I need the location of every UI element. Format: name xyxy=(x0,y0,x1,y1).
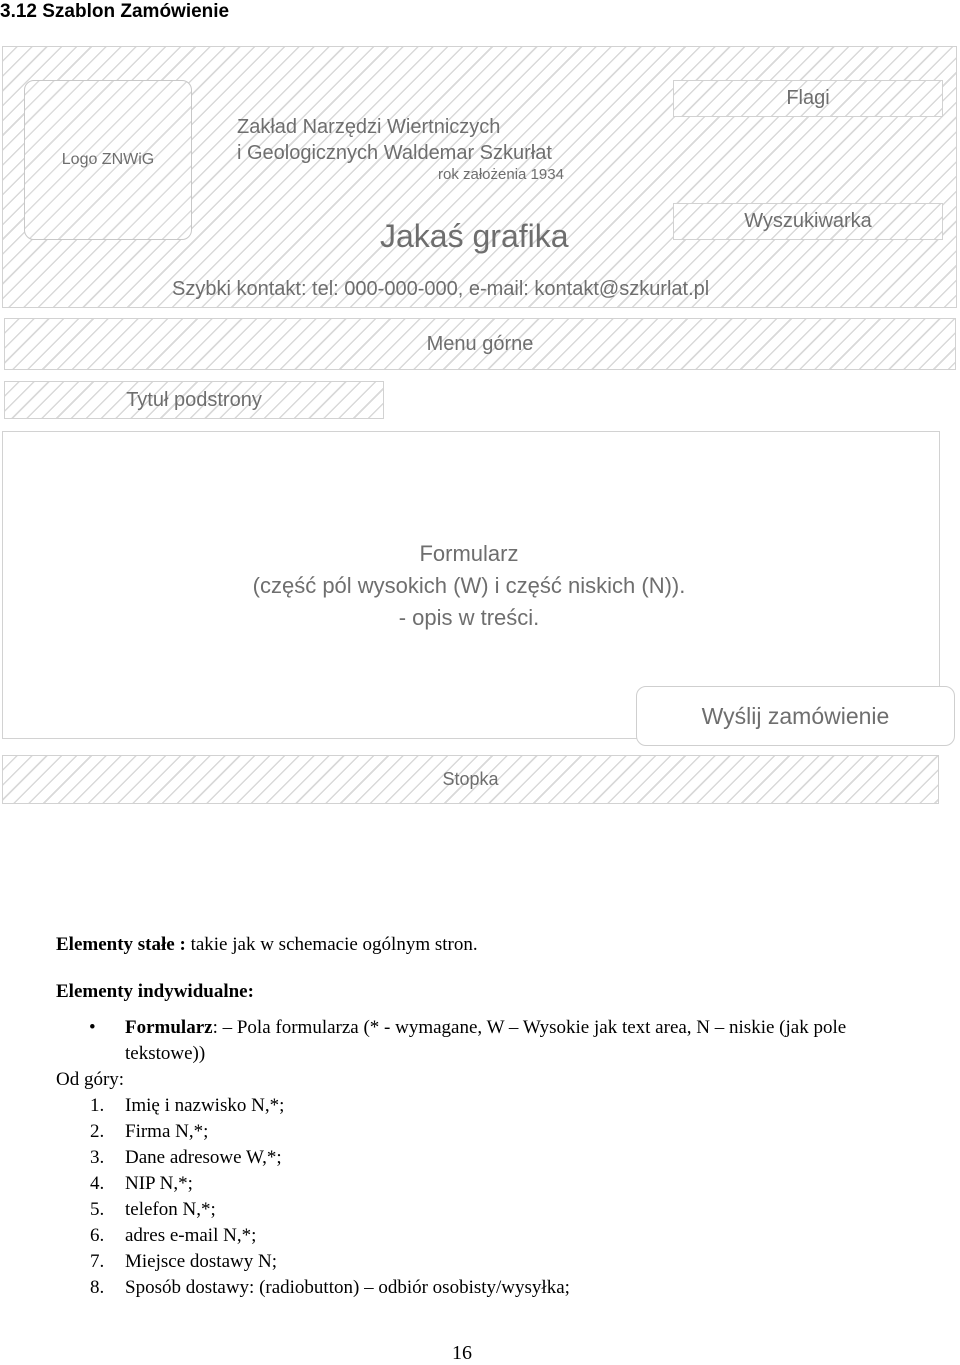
section-heading: 3.12 Szablon Zamówienie xyxy=(0,1,230,22)
submit-order-button[interactable] xyxy=(636,686,955,746)
individual-elements-label: Elementy indywidualne: xyxy=(56,981,254,1002)
subpage-title xyxy=(4,381,384,419)
list-text: Dane adresowe W,*; xyxy=(125,1147,282,1168)
list-number: 8. xyxy=(90,1277,105,1298)
list-item xyxy=(56,1197,916,1223)
bullet-icon: • xyxy=(89,1017,96,1038)
list-text: adres e-mail N,*; xyxy=(125,1225,257,1246)
footer-label: Stopka xyxy=(442,769,499,789)
form-description xyxy=(0,538,938,634)
list-text: Sposób dostawy: (radiobutton) – odbiór osobisty/wysyłka; xyxy=(125,1277,570,1298)
list-number: 1. xyxy=(90,1095,105,1116)
list-item xyxy=(56,1093,916,1119)
list-number: 2. xyxy=(90,1121,105,1142)
form-note: - opis w treści. xyxy=(398,605,540,630)
flags-label: Flagi xyxy=(786,87,830,109)
list-number: 3. xyxy=(90,1147,105,1168)
fixed-elements-label: Elementy stałe : xyxy=(56,934,186,955)
founded-year: rok założenia 1934 xyxy=(438,166,564,183)
form-bullet-text: : – Pola formularza (* - wymagane, W – Wysokie jak text area, N – niskie (jak pole tekstowe)) xyxy=(125,1017,847,1064)
subpage-title-label: Tytuł podstrony xyxy=(126,388,262,411)
list-item xyxy=(56,1275,916,1301)
list-text: Firma N,*; xyxy=(125,1121,209,1142)
list-item xyxy=(56,1145,916,1171)
graphic-placeholder: Jakaś grafika xyxy=(380,218,569,254)
logo-placeholder[interactable] xyxy=(24,80,192,240)
footer xyxy=(2,755,939,804)
list-number: 7. xyxy=(90,1251,105,1272)
form-bullet-label: Formularz xyxy=(125,1017,213,1038)
form-title: Formularz xyxy=(419,541,519,566)
company-name xyxy=(237,114,552,166)
list-number: 4. xyxy=(90,1173,105,1194)
logo-label: Logo ZNWiG xyxy=(61,151,155,168)
list-item xyxy=(56,1119,916,1145)
fixed-elements-text: takie jak w schemacie ogólnym stron. xyxy=(185,934,478,955)
notes xyxy=(56,932,916,1301)
top-menu[interactable] xyxy=(4,318,956,370)
list-item xyxy=(56,1223,916,1249)
submit-order-label: Wyślij zamówienie xyxy=(701,702,890,729)
list-text: NIP N,*; xyxy=(125,1173,193,1194)
list-item xyxy=(56,1249,916,1275)
list-text: Miejsce dostawy N; xyxy=(125,1251,277,1272)
company-name-line1: Zakład Narzędzi Wiertniczych xyxy=(237,116,501,138)
search-label: Wyszukiwarka xyxy=(744,210,872,232)
list-text: telefon N,*; xyxy=(125,1199,216,1220)
company-name-line2: i Geologicznych Waldemar Szkurłat xyxy=(237,142,552,164)
search-placeholder[interactable] xyxy=(673,203,943,240)
form-bullet xyxy=(56,1015,916,1067)
form-subtitle: (część pól wysokich (W) i część niskich (N)). xyxy=(252,573,686,598)
fixed-elements-note xyxy=(56,932,916,958)
list-item xyxy=(56,1171,916,1197)
top-menu-label: Menu górne xyxy=(426,332,534,355)
flags-placeholder[interactable] xyxy=(673,80,943,117)
field-list xyxy=(56,1093,916,1301)
list-text: Imię i nazwisko N,*; xyxy=(125,1095,285,1116)
quick-contact: Szybki kontakt: tel: 000-000-000, e-mail: kontakt@szkurlat.pl xyxy=(172,278,710,300)
list-number: 5. xyxy=(90,1199,105,1220)
list-number: 6. xyxy=(90,1225,105,1246)
page-number: 16 xyxy=(452,1342,472,1364)
from-top-label: Od góry: xyxy=(56,1069,125,1090)
